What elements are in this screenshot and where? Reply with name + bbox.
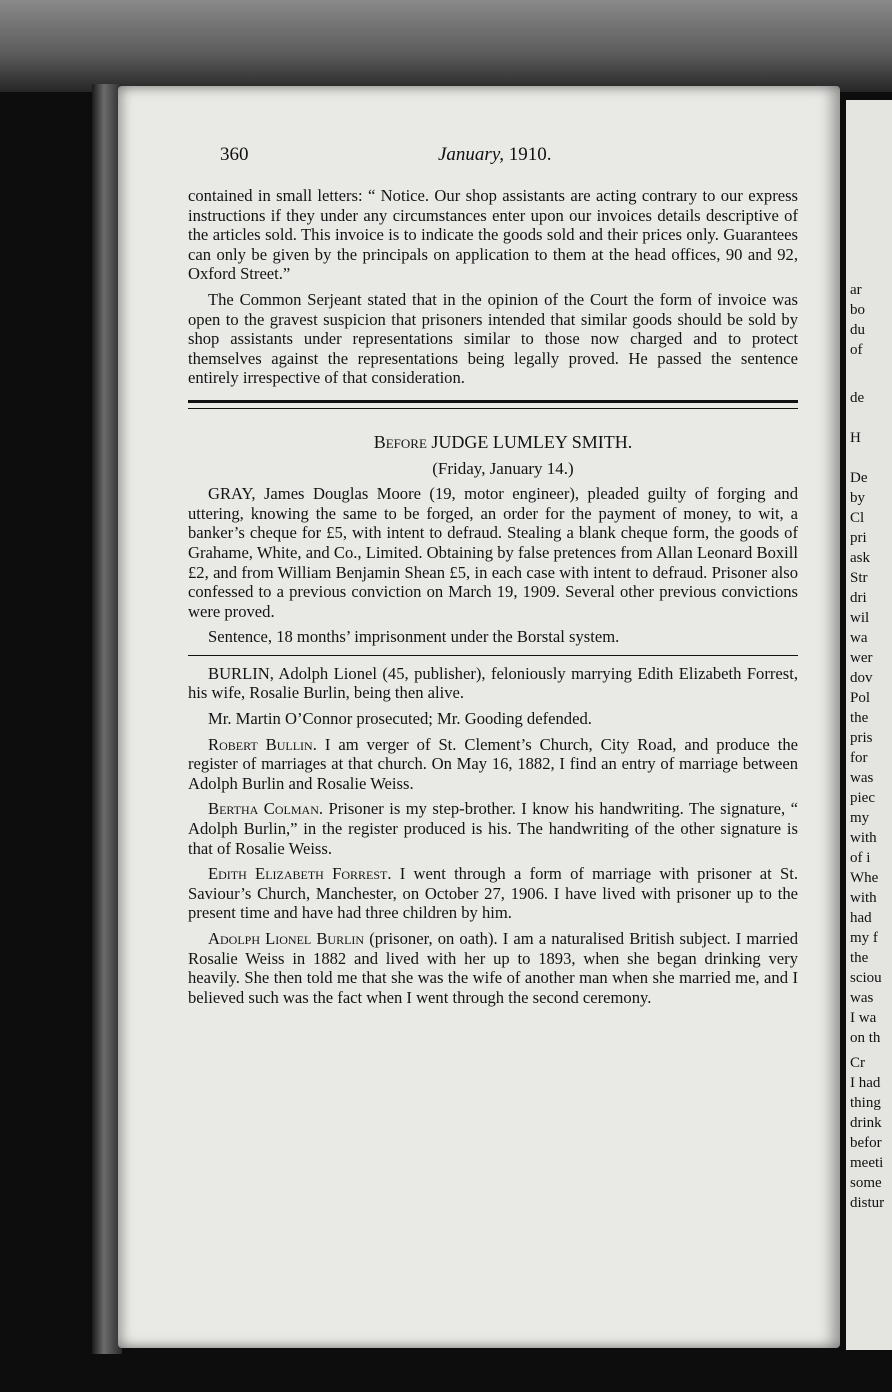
facing-page-edge bbox=[846, 100, 892, 1350]
section-divider bbox=[188, 400, 798, 409]
witness-name: Robert Bullin. bbox=[208, 734, 317, 754]
facing-page-fragment: Pol bbox=[850, 690, 871, 706]
facing-page-fragment: sciou bbox=[850, 970, 882, 986]
facing-page-fragment: piec bbox=[850, 790, 875, 806]
running-head-year: 1910. bbox=[508, 144, 552, 165]
facing-page-fragment: distur bbox=[850, 1195, 885, 1211]
facing-page-fragment: with bbox=[850, 830, 877, 846]
facing-page-fragment: befor bbox=[850, 1135, 882, 1151]
facing-page-fragment: drink bbox=[850, 1115, 882, 1131]
paragraph-witness-colman bbox=[188, 799, 798, 858]
facing-page-fragment: my f bbox=[850, 930, 878, 946]
facing-page-fragment: de bbox=[850, 390, 865, 406]
witness-testimony: I went through a form of marriage with prisoner at St. Saviour’s Church, Manchester, on October 27, 1906. I have lived with prisoner up to the present time and have had three children by him. bbox=[188, 864, 799, 923]
paragraph-gray-sentence: Sentence, 18 months’ imprisonment under the Borstal system. bbox=[208, 627, 620, 647]
facing-page-fragment: by bbox=[850, 490, 865, 506]
facing-page-fragment: pri bbox=[850, 530, 867, 546]
facing-page-fragment: ar bbox=[850, 282, 862, 298]
facing-page-fragment: Str bbox=[850, 570, 868, 586]
witness-testimony: I am verger of St. Clement’s Church, City Road, and produce the register of marriages at that church. On May 16, 1882, I find an entry of marriage between Adolph Burlin and Rosalie Weiss. bbox=[188, 734, 798, 793]
paragraph-burlin-case: BURLIN, Adolph Lionel (45, publisher), feloniously marrying Edith Elizabeth Forrest, his wife, Rosalie Burlin, being then alive. bbox=[188, 663, 798, 703]
paragraph-witness-burlin bbox=[188, 929, 798, 1007]
facing-page-fragment: with bbox=[850, 890, 877, 906]
facing-page-fragment: bo bbox=[850, 302, 865, 318]
facing-page-fragment: ask bbox=[850, 550, 870, 566]
facing-page-fragment: dri bbox=[850, 590, 867, 606]
facing-page-fragment: the bbox=[850, 710, 869, 726]
facing-page-fragment: Cl bbox=[850, 510, 865, 526]
facing-page-fragment: wer bbox=[850, 650, 873, 666]
scan-top-background bbox=[0, 0, 892, 92]
paragraph-counsel: Mr. Martin O’Connor prosecuted; Mr. Gooding defended. bbox=[208, 709, 592, 729]
paragraph-invoice-notice: contained in small letters: “ Notice. Our shop assistants are acting contrary to our express instructions if they under any circumstances enter upon our invoices details descriptive of the articles sold. This invoice is to indicate the goods sold and their prices only. Guarantees can only be given by the principals on application to them at the head offices, 90 and 92, Oxford Street.” bbox=[188, 186, 798, 284]
facing-page-fragment: some bbox=[850, 1175, 882, 1191]
section-date: (Friday, January 14.) bbox=[432, 458, 574, 478]
facing-page-fragment: du bbox=[850, 322, 865, 338]
witness-testimony: Prisoner is my step-brother. I know his handwriting. The signature, “ Adolph Burlin,” in the register produced is his. The handwriting of the other signature is that of Rosalie Weiss. bbox=[188, 799, 798, 858]
facing-page-fragment: thing bbox=[850, 1095, 881, 1111]
facing-page-fragment: of bbox=[850, 342, 863, 358]
section-heading-judge: JUDGE LUMLEY SMITH. bbox=[431, 431, 633, 452]
facing-page-fragment: I had bbox=[850, 1075, 881, 1091]
page-body bbox=[188, 186, 798, 1013]
page-number: 360 bbox=[220, 144, 249, 165]
page-header bbox=[220, 144, 800, 172]
facing-page-fragment: on th bbox=[850, 1030, 881, 1046]
facing-page-fragment: H bbox=[850, 430, 861, 446]
facing-page-fragment: the bbox=[850, 950, 869, 966]
facing-page-fragment: my bbox=[850, 810, 870, 826]
facing-page-fragment: dov bbox=[850, 670, 873, 686]
facing-page-fragment: had bbox=[850, 910, 872, 926]
running-head bbox=[438, 144, 551, 166]
paragraph-gray-case: GRAY, James Douglas Moore (19, motor engineer), pleaded guilty of forging and uttering, knowing the same to be forged, an order for the payment of money, to wit, a banker’s cheque for £5, with intent to defraud. Stealing a blank cheque form, the goods of Grahame, White, and Co., Limited. Obtaining by false pretences from Allan Leonard Boxill £2, and from William Benjamin Shean £5, in each case with intent to defraud. Prisoner also confessed to a previous conviction on March 19, 1909. Several other previous convictions were proved. bbox=[188, 484, 798, 621]
facing-page-fragment: De bbox=[850, 470, 868, 486]
facing-page-fragment: wil bbox=[850, 610, 870, 626]
facing-page-fragment: I wa bbox=[850, 1010, 877, 1026]
paragraph-witness-bullin bbox=[188, 735, 798, 794]
paragraph-common-serjeant: The Common Serjeant stated that in the opinion of the Court the form of invoice was open to the gravest suspicion that prisoners intended that similar goods should be sold by shop assistants under representations similar to those now charged and to protect themselves against the representations being legally proved. He passed the sentence entirely irrespective of that consideration. bbox=[188, 289, 798, 388]
case-divider bbox=[188, 655, 798, 656]
facing-page-fragment: for bbox=[850, 750, 868, 766]
witness-name: Adolph Lionel Burlin bbox=[208, 929, 365, 948]
section-heading bbox=[188, 433, 798, 453]
running-head-month: January, bbox=[438, 144, 504, 165]
section-heading-before: Before bbox=[373, 431, 427, 452]
witness-name: Bertha Colman. bbox=[208, 799, 324, 819]
facing-page-fragment: Whe bbox=[850, 870, 879, 886]
facing-page-fragment: was bbox=[850, 990, 874, 1006]
facing-page-fragment: was bbox=[850, 770, 874, 786]
facing-page-fragment: pris bbox=[850, 730, 873, 746]
facing-page-fragment: of i bbox=[850, 850, 871, 866]
facing-page-fragment: meeti bbox=[850, 1155, 884, 1171]
witness-testimony: (prisoner, on oath). I am a naturalised British subject. I married Rosalie Weiss in 1882 and lived with her up to 1893, when she began drinking very heavily. She then told me that she was the wife of another man when she married me, and I believed such was the fact when I went through the second ceremony. bbox=[188, 929, 799, 1007]
witness-name: Edith Elizabeth Forrest. bbox=[208, 864, 392, 884]
paragraph-witness-forrest bbox=[188, 864, 798, 923]
facing-page-fragment: Cr bbox=[850, 1055, 865, 1071]
facing-page-fragment: wa bbox=[850, 630, 868, 646]
